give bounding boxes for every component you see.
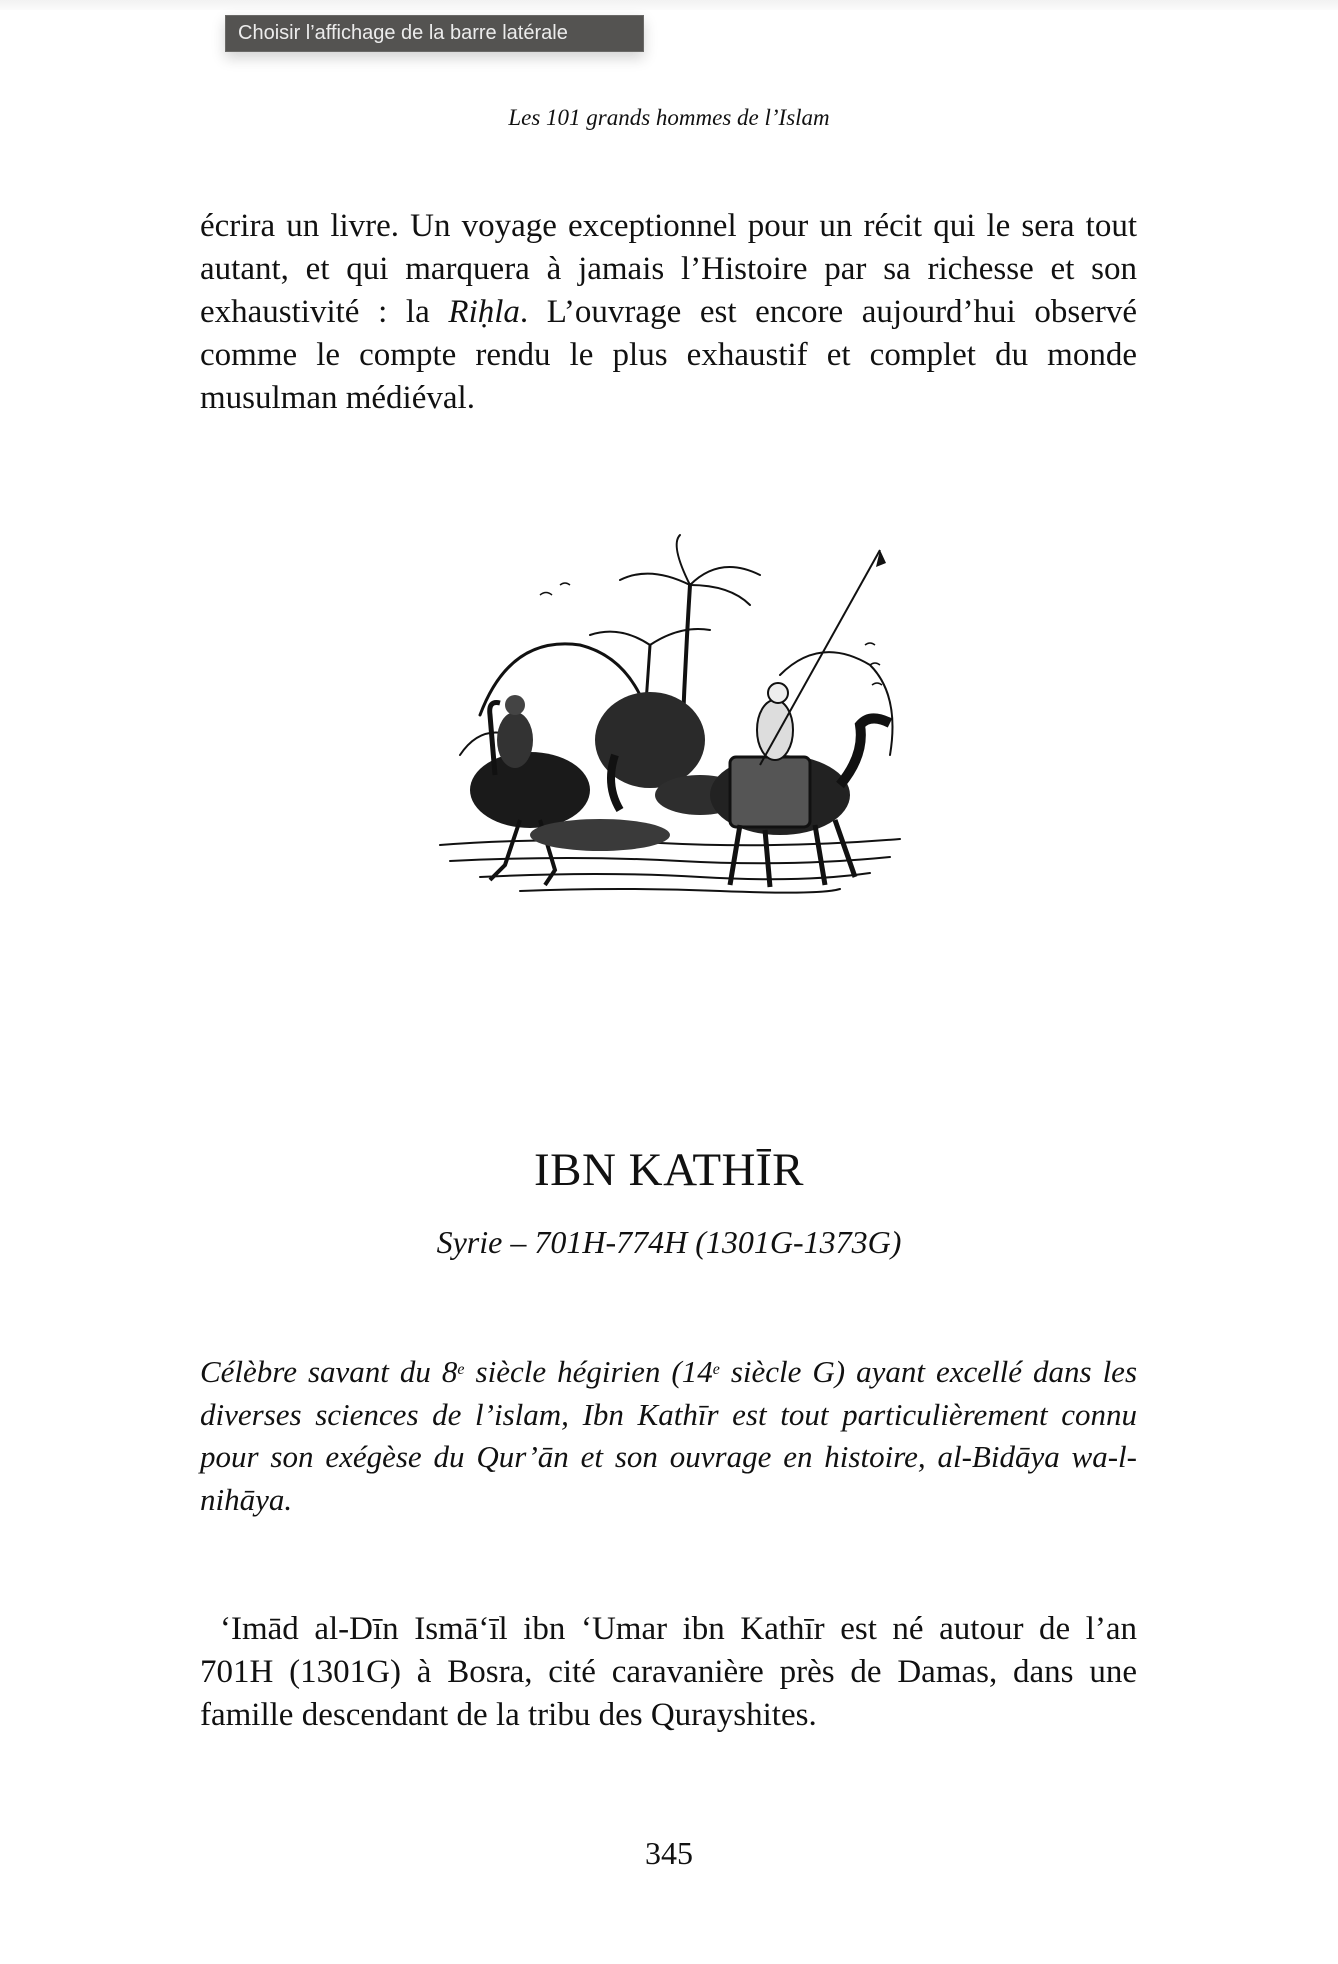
running-header: Les 101 grands hommes de l’Islam xyxy=(508,105,830,130)
window-top-strip xyxy=(0,0,1338,10)
sidebar-display-tooltip: Choisir l’affichage de la barre latérale xyxy=(225,15,644,52)
ordinal-suffix: e xyxy=(712,1361,720,1378)
caravan-engraving-illustration xyxy=(420,525,910,905)
intro-text: siècle G) ayant excellé dans les diverses sciences de l’islam, Ibn Kathīr est tout particulièrement connu pour son exégèse du Qur’ān et son ouvrage en histoire, al-Bidāya wa-l-nihāya. xyxy=(200,1354,1138,1517)
page-number: 345 xyxy=(645,1835,693,1871)
paragraph-text: . L’ouvrage est encore aujourd’hui observé comme le compte rendu le plus exhaustif et complet du monde musulman médiéval. xyxy=(200,294,1137,416)
body-paragraph-2: ‘Imād al-Dīn Ismā‘īl ibn ‘Umar ibn Kathīr est né autour de l’an 701H (1301G) à Bosra, cité caravanière près de Damas, dans une famille descendant de la tribu des Qurayshites. xyxy=(200,1611,1137,1733)
body-paragraph-1 xyxy=(200,205,1137,420)
intro-text: Célèbre savant du 8 xyxy=(200,1354,458,1389)
rihla-title: Riḥla xyxy=(448,294,520,330)
chapter-subtitle: Syrie – 701H-774H (1301G-1373G) xyxy=(436,1224,902,1260)
intro-text: siècle hégirien (14 xyxy=(464,1354,713,1389)
chapter-intro xyxy=(200,1351,1137,1521)
paragraph-text: écrira un livre. Un voyage exceptionnel pour un récit qui le sera tout autant, et qui marquera à jamais l’Histoire par sa richesse et son exhaustivité : la xyxy=(200,208,1137,330)
ordinal-suffix: e xyxy=(457,1361,465,1378)
chapter-title: IBN KATHĪR xyxy=(533,1144,805,1196)
